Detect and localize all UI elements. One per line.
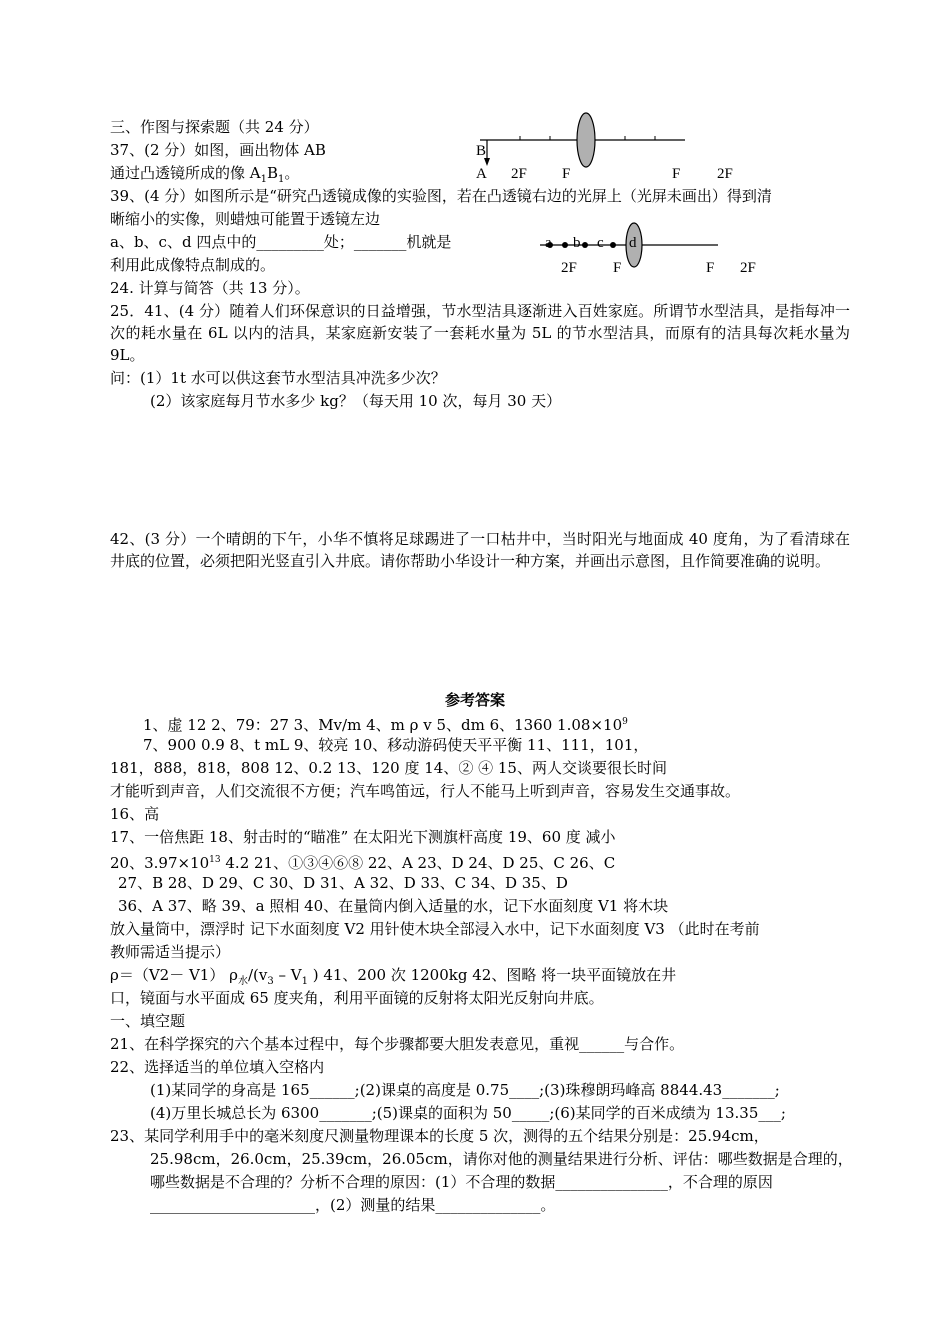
q41-ask1: 问：(1）1t 水可以供这套节水型洁具冲洗多少次？	[110, 369, 446, 387]
q22-line2: (4)万里长城总长为 6300_______;(5)课桌的面积为 50_____;(6)某同学的百米成绩为 13.35___;	[150, 1104, 786, 1122]
q23-line1: 23、某同学利用手中的毫米刻度尺测量物理课本的长度 5 次，测得的五个结果分别是：25.94cm，	[110, 1127, 769, 1145]
answer-line-13: 口，镜面与水平面成 65 度夹角，利用平面镜的反射将太阳光反射向井底。	[110, 989, 604, 1007]
answer-line-3: 181，888，818，808 12、0.2 13、120 度 14、② ④ 15、两人交谈要很长时间	[110, 759, 667, 777]
section4-title: 24. 计算与简答（共 13 分）。	[110, 279, 310, 297]
q41-ask2: (2）该家庭每月节水多少 kg？（每天用 10 次，每月 30 天）	[150, 392, 562, 410]
answer-line-7: 20、$3.97\times 10^{13}$ 4.2 21、①③④⑥⑧ 22、A 23、D 24、D 25、C 26、C	[110, 854, 616, 872]
label-2f-right: 2F	[740, 260, 756, 276]
answer-line-6: 17、一倍焦距 18、射击时的“瞄准” 在太阳光下测旗杆高度 19、60 度 减小	[110, 828, 616, 846]
point-b-dot	[562, 242, 568, 248]
label-f-right: F	[672, 166, 681, 182]
answer-line-1: 1、虚 12 2、79：27 3、Mv/m 4、m ρ v 5、dm 6、1360 $1.08\times 10^9$	[143, 716, 628, 734]
answer-line-8: 27、B 28、D 29、C 30、D 31、A 32、D 33、C 34、D 35、D	[118, 874, 568, 892]
q39-line4: 利用此成像特点制成的。	[110, 256, 276, 274]
point-d-dot	[610, 242, 616, 248]
answer-line-12: ρ＝（V2－ V1） $\rho_水/(v_3 - V_1$ ) 41、200 次 1200kg 42、图略 将一块平面镜放在井	[110, 966, 677, 987]
q37-line1: 37、(2 分）如图，画出物体 AB	[110, 141, 326, 159]
answer-line-4: 才能听到声音，人们交流很不方便；汽车鸣笛远，行人不能马上听到声音，容易发生交通事故。	[110, 782, 741, 800]
convex-lens	[577, 113, 595, 167]
point-c-dot	[582, 242, 588, 248]
section1-title: 一、填空题	[110, 1012, 186, 1030]
label-f-left: F	[562, 166, 571, 182]
q22-line1: (1)某同学的身高是 165______;(2)课桌的高度是 0.75____;(3)珠穆朗玛峰高 8844.43_______;	[150, 1081, 780, 1099]
label-2f-right: 2F	[717, 166, 733, 182]
label-f-left: F	[613, 260, 622, 276]
label-2f-left: 2F	[511, 166, 527, 182]
label-b: b	[573, 235, 581, 251]
q37-lens-diagram	[470, 110, 750, 185]
section3-title: 三、作图与探索题（共 24 分）	[110, 118, 319, 136]
label-f-right: F	[706, 260, 715, 276]
label-a: A	[476, 166, 487, 182]
answer-line-5: 16、高	[110, 805, 160, 823]
q23-line3: 哪些数据是不合理的？分析不合理的原因：(1）不合理的数据_______________，不合理的原因	[150, 1173, 773, 1191]
answers-title: 参考答案	[444, 691, 505, 709]
q22-title: 22、选择适当的单位填入空格内	[110, 1058, 325, 1076]
q39-line3: a、b、c、d 四点中的_________处；_______机就是	[110, 233, 452, 251]
q23-line4: ______________________，(2）测量的结果______________。	[150, 1196, 556, 1214]
q39-line1: 39、(4 分）如图所示是“研究凸透镜成像的实验图，若在凸透镜右边的光屏上（光屏未画出）得到清	[110, 187, 772, 205]
label-c: c	[597, 235, 604, 251]
q21-text: 21、在科学探究的六个基本过程中，每个步骤都要大胆发表意见，重视______与合作。	[110, 1035, 685, 1053]
q39-line2: 晰缩小的实像，则蜡烛可能置于透镜左边	[110, 210, 381, 228]
q23-line2: 25.98cm，26.0cm，25.39cm，26.05cm，请你对他的测量结果进行分析、评估：哪些数据是合理的，	[150, 1150, 853, 1168]
answer-line-11: 教师需适当提示）	[110, 943, 231, 961]
q41-text: 25．41、(4 分）随着人们环保意识的日益增强，节水型洁具逐渐进入百姓家庭。所谓节水型洁具，是指每冲一次的耗水量在 6L 以内的洁具，某家庭新安装了一套耗水量为 5L 的节水型洁具，而原有的洁具每次耗水量为 9L。	[110, 302, 850, 364]
q39-lens-diagram	[535, 222, 775, 277]
answer-line-2: 7、900 0.9 8、t mL 9、较亮 10、移动游码使天平平衡 11、111，101，	[143, 736, 649, 754]
label-d: d	[629, 235, 637, 251]
answer-line-9: 36、A 37、略 39、a 照相 40、在量筒内倒入适量的水，记下水面刻度 V1 将木块	[118, 897, 669, 915]
q42-text: 42、(3 分）一个晴朗的下午，小华不慎将足球踢进了一口枯井中，当时阳光与地面成 40 度角，为了看清球在井底的位置，必须把阳光竖直引入井底。请你帮助小华设计一种方案，并画出示意图，且作简要准确的说明。	[110, 530, 850, 570]
q37-line2: 通过凸透镜所成的像 $A_1B_1$。	[110, 164, 300, 185]
label-2f-left: 2F	[561, 260, 577, 276]
label-a: a	[545, 235, 552, 251]
label-b: B	[476, 143, 487, 159]
arrow-head	[484, 158, 490, 166]
answer-line-10: 放入量筒中，漂浮时 记下水面刻度 V2 用针使木块全部浸入水中，记下水面刻度 V3 （此时在考前	[110, 920, 760, 938]
